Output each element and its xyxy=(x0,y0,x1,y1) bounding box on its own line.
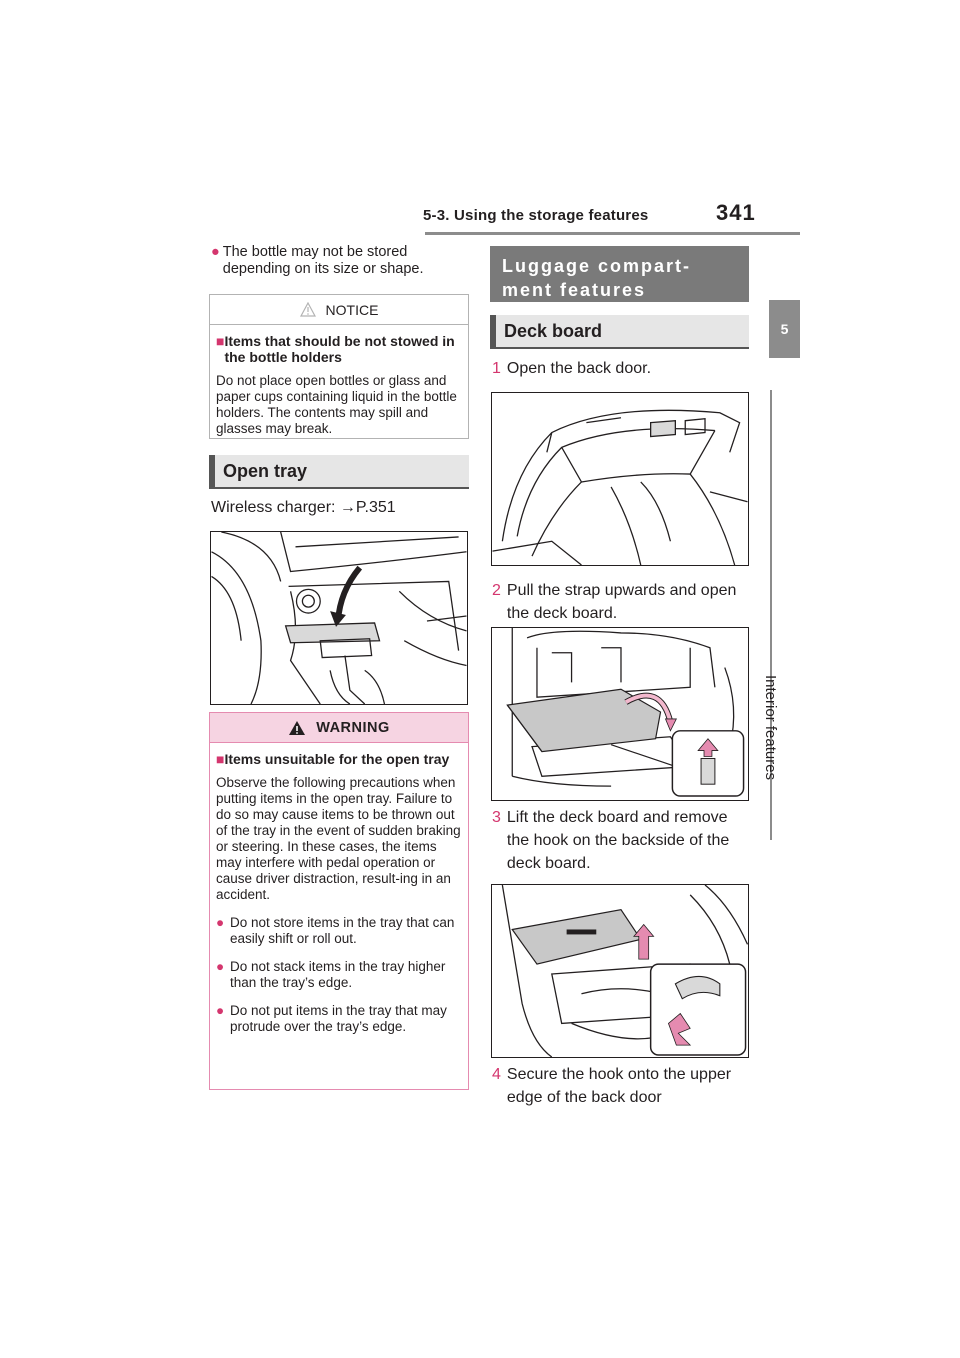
pull-strap-drawing xyxy=(492,628,748,800)
warning-label: WARNING xyxy=(316,719,390,736)
notice-header xyxy=(210,295,468,325)
notice-subheading: ■ Items that should be not stowed in the bottle holders xyxy=(216,333,455,365)
warning-bullet: ● Do not store items in the tray that can easily shift or roll out. xyxy=(216,915,455,946)
notice-label: NOTICE xyxy=(325,301,379,318)
bottle-note xyxy=(211,244,461,278)
warning-bullet: ● Do not stack items in the tray higher than the tray’s edge. xyxy=(216,959,446,990)
step-text: Lift the deck board and remove the hook on the backside of the deck board. xyxy=(506,809,730,872)
wireless-charger-text: Wireless charger: xyxy=(211,499,340,516)
bullet-dot-icon: ● xyxy=(216,915,225,930)
deck-board-heading: Deck board xyxy=(490,315,749,349)
step-text: Open the back door. xyxy=(506,360,652,377)
back-door-drawing xyxy=(492,393,748,565)
warning-bullet: ● Do not put items in the tray that may protrude over the tray’s edge. xyxy=(216,1003,447,1034)
back-door-illustration xyxy=(491,392,749,566)
step-3 xyxy=(492,806,732,875)
caution-triangle-icon xyxy=(300,302,316,317)
step-2 xyxy=(492,579,752,625)
luggage-heading: Luggage compart-ment features xyxy=(490,246,749,302)
open-tray-drawing xyxy=(211,532,467,704)
page-number: 341 xyxy=(716,200,756,225)
warning-body: Observe the following precautions when putting items in the open tray. Failure to do so may cause items to be thrown out of the tray in the event of sudden braking or steering. In these cases, the items may interfere with pedal operation or cause driver distraction, result-ing in an accident. xyxy=(216,775,461,902)
step-text: Pull the strap upwards and open the deck board. xyxy=(506,582,737,622)
square-bullet-icon: ■ xyxy=(216,751,225,767)
warning-subheading: ■ Items unsuitable for the open tray xyxy=(216,751,450,767)
bullet-dot-icon: ● xyxy=(216,959,225,974)
step-number: 2 xyxy=(492,582,501,599)
wireless-charger-ref xyxy=(211,496,396,519)
square-bullet-icon: ■ xyxy=(216,333,225,349)
step-1 xyxy=(492,357,752,380)
pull-strap-illustration xyxy=(491,627,749,801)
notice-box xyxy=(209,294,469,439)
step-number: 3 xyxy=(492,809,501,826)
step-number: 4 xyxy=(492,1066,501,1083)
step-4 xyxy=(492,1063,752,1109)
open-tray-illustration xyxy=(210,531,468,705)
warning-box xyxy=(209,712,469,1090)
lift-deck-board-drawing xyxy=(492,885,748,1057)
bullet-dot-icon: ● xyxy=(211,244,220,260)
header-rule xyxy=(425,232,800,235)
chapter-number-tab: 5 xyxy=(769,300,800,358)
step-text: Secure the hook onto the upper edge of the back door xyxy=(506,1066,732,1106)
warning-triangle-icon xyxy=(288,720,306,736)
page-ref-link[interactable]: →P.351 xyxy=(339,499,396,516)
bottle-note-text: The bottle may not be stored depending on its size or shape. xyxy=(222,244,424,277)
lift-deck-board-illustration xyxy=(491,884,749,1058)
notice-body: Do not place open bottles or glass and paper cups containing liquid in the bottle holders. The contents may spill and glasses may break. xyxy=(216,373,457,436)
chapter-title: Interior features xyxy=(762,675,779,781)
step-number: 1 xyxy=(492,360,501,377)
section-title: 5-3. Using the storage features xyxy=(423,207,649,224)
open-tray-heading: Open tray xyxy=(209,455,469,489)
bullet-dot-icon: ● xyxy=(216,1003,225,1018)
warning-header xyxy=(210,713,468,743)
